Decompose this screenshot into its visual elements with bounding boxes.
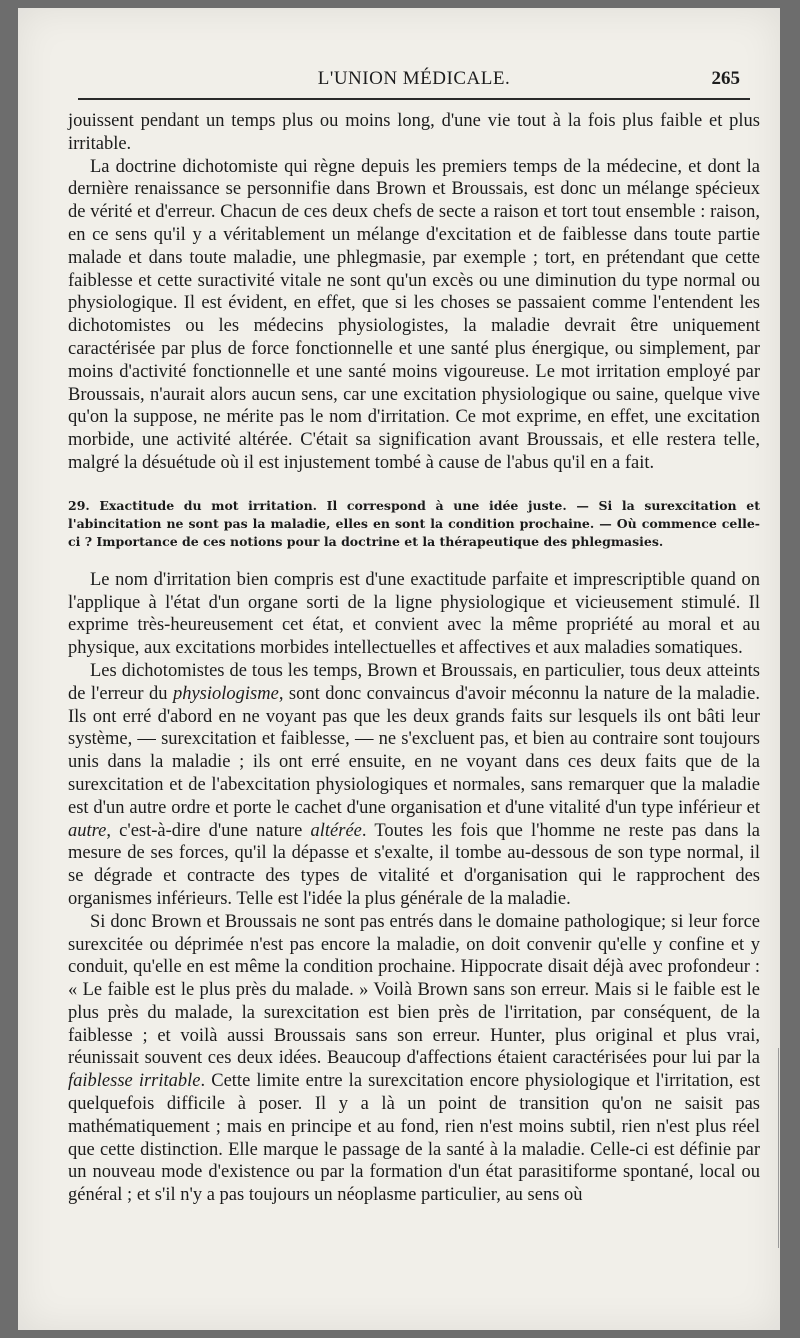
book-page [18,8,780,1330]
paragraph-1: jouissent pendant un temps plus ou moins long, d'une vie tout à la fois plus faible et plus irritable. [68,111,760,154]
running-title: L'UNION MÉDICALE. [317,68,511,89]
paragraph-4-emphasis-autre: autre [68,820,107,841]
paragraph-5-text-a: Si donc Brown et Broussais ne sont pas entrés dans le domaine pathologique; si leur force surexcitée ou déprimée n'est pas encore la maladie, on doit convenir qu'elle y confine et y conduit, qu'elle en est même la condition prochaine. Hippocrate disait déjà avec profondeur : « Le faible est le plus près du malade. » Voilà Brown sans son erreur. Mais si le faible est le plus près du malade, la surexcitation est bien près de l'irritation, par conséquent, de la faiblesse ; et voilà aussi Broussais sans son erreur. Hunter, plus original et plus vrai, réunissait souvent ces deux idées. Beaucoup d'affections étaient caractérisées pour lui par la [68,911,760,1069]
page-body [68,110,760,1207]
paragraph-4-text-c: , c'est-à-dire d'une nature [106,820,311,841]
paragraph-4-emphasis-alteree: altérée [310,820,362,841]
paragraph-3: Le nom d'irritation bien compris est d'une exactitude parfaite et imprescriptible quand on l'applique à l'état d'un organe sorti de la ligne physiologique et vicieusement stimulé. Il exprime très-heureusement cet état, et convient avec la même propriété au moral et au physique, aux excitations morbides intellectuelles et affectives et aux maladies somatiques. [68,569,760,659]
section-heading [68,497,760,551]
section-heading-text: Exactitude du mot irritation. Il correspond à une idée juste. — Si la surexcitation et l'abincitation ne sont pas la maladie, elles en sont la condition prochaine. — Où commence celle-ci ? Importance de ces notions pour la doctrine et la thérapeutique des phlegmasies. [68,497,760,549]
paragraph-5 [68,911,760,1207]
paragraph-5-text-b: . Cette limite entre la surexcitation encore physiologique et l'irritation, est quelquefois difficile à poser. Il y a là un point de transition qu'on ne saisit pas mathématiquement ; mais en principe et au fond, rien n'est moins subtil, rien n'est plus réel que cette distinction. Elle marque le passage de la santé à la maladie. Celle-ci est définie par un nouveau mode d'existence ou par la formation d'un état parasitiforme spontané, local ou général ; et s'il n'y a pas toujours un néoplasme particulier, au sens où [68,1071,760,1206]
paragraph-4-text-a: Les dichotomistes de tous les temps, Brown et Broussais, en particulier, tous deux atteints de l'erreur du [68,660,760,704]
paragraph-4-text-d: . Toutes les fois que l'homme ne reste pas dans la mesure de ses forces, qu'il la dépasse et s'exalte, il tombe au-dessous de son type normal, il se dégrade et contracte des types de vitalité et d'organisation qui le rapprochent des organismes inférieurs. Telle est l'idée la plus générale de la maladie. [68,820,760,909]
paragraph-4 [68,660,760,911]
paragraph-5-emphasis-faiblesse-irritable: faiblesse irritable [68,1071,201,1092]
header-rule [78,98,750,100]
page-number: 265 [711,68,740,89]
page-header [78,62,750,102]
section-number: 29. [68,497,90,513]
margin-pencil-mark [778,1048,780,1248]
paragraph-4-text-b: , sont donc convaincus d'avoir méconnu la nature de la maladie. Ils ont erré d'abord en ne voyant pas que les deux grands faits sur lesquels ils ont bâti leur système, — surexcitation et faiblesse, — ne s'excluent pas, et bien au contraire sont toujours unis dans la maladie ; ils ont erré ensuite, en ne voyant dans ces deux faits que de la surexcitation et de l'abexcitation physiologiques et normales, sans remarquer que la maladie est d'un autre ordre et porte le cachet d'une organisation et d'une vitalité d'un type inférieur et [68,683,761,818]
paragraph-2: La doctrine dichotomiste qui règne depuis les premiers temps de la médecine, et dont la dernière renaissance se personnifie dans Brown et Broussais, est donc un mélange spécieux de vérité et d'erreur. Chacun de ces deux chefs de secte a raison et tort tout ensemble : raison, en ce sens qu'il y a véritablement un mélange d'excitation et de faiblesse dans toute partie malade et dans toute maladie, une phlegmasie, par exemple ; tort, en prétendant que cette faiblesse et cette suractivité vitale ne sont qu'un excès ou une diminution du type normal ou physiologique. Il est évident, en effet, que si les choses se passaient comme l'entendent les dichotomistes ou les médecins physiologistes, la maladie devrait être uniquement caractérisée par plus de force fonctionnelle et une santé plus énergique, ou simplement, par moins d'activité fonctionnelle et une santé moins vigoureuse. Le mot irritation employé par Broussais, n'aurait alors aucun sens, car une excitation physiologique ou saine, quelque vive qu'on la suppose, ne mérite pas le nom d'irritation. Ce mot exprime, en effet, une excitation morbide, une activité altérée. C'était sa signification avant Broussais, et elle restera telle, malgré la désuétude où il est injustement tombé à cause de l'abus qu'il en a fait. [68,156,760,473]
paragraph-4-emphasis-physiologisme: physiologisme [172,683,279,704]
